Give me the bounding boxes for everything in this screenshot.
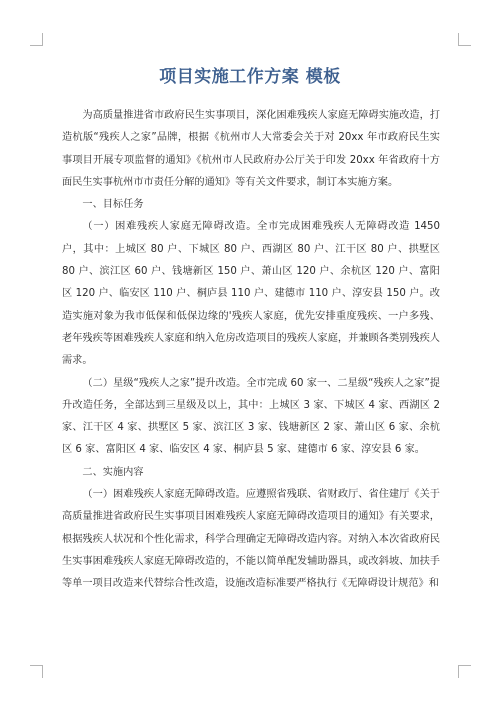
content-item-1-paragraph: （一）困难残疾人家庭无障碍改造。应遵照省残联、省财政厅、省住建厅《关于高质量推进省政府民生实事项目困难残疾人家庭无障碍改造项目的通知》有关要求，根据残疾人状况和个性化需求，科学合理确定无障碍改造内容。对纳入本次省政府民生实事困难残疾人家庭无障碍改造的，不能以简单配发辅助器具，或改斜坡、加扶手等单一项目改造来代替综合性改造，设施改造标准要严格执行《无障碍设计规范》和 [62,489,440,590]
crop-mark-bottom-left [30,665,43,678]
document-body [62,105,440,596]
document-title: 项目实施工作方案 模板 [159,67,341,87]
goals-item-1-paragraph: （一）困难残疾人家庭无障碍改造。全市完成困难残疾人无障碍改造 1450 户，其中：上城区 80 户、下城区 80 户、西湖区 80 户、江干区 80 户、拱墅区 80 户、滨江区 60 户、钱塘新区 150 户、萧山区 120 户、余杭区 120 户、富阳区 120 户、临安区 110 户、桐庐县 110 户、建德市 110 户、淳安县 150 户。改造实施对象为我市低保和低保边缘的'残疾人家庭，优先安排重度残疾、一户多残、老年残疾等困难残疾人家庭和纳入危房改造项目的残疾人家庭，并兼顾各类别残疾人需求。 [62,221,440,367]
intro-paragraph: 为高质量推进省市政府民生实事项目，深化困难残疾人家庭无障碍实施改造，打造杭版“残疾人之家”品牌，根据《杭州市人大常委会关于对 20xx 年市政府民生实事项目开展专项监督的通知》《杭州市人民政府办公厅关于印发 20xx 年省政府十方面民生实事杭州市市责任分解的通知》等有关文件要求，制订本实施方案。 [62,110,440,188]
section-heading-content: 二、实施内容 [82,466,144,478]
crop-mark-top-left [30,33,43,46]
section-heading-goals: 一、目标任务 [82,199,144,211]
goals-item-2-paragraph: （二）星级“残疾人之家”提升改造。全市完成 60 家一、二星级“残疾人之家”提升改造任务，全部达到三星级及以上，其中：上城区 3 家、下城区 4 家、西湖区 2 家、江干区 4 家、拱墅区 5 家、滨江区 3 家、钱塘新区 2 家、萧山区 6 家、余杭区 6 家、富阳区 4 家、临安区 4 家、桐庐县 5 家、建德市 6 家、淳安县 6 家。 [62,377,440,456]
crop-mark-top-right [458,33,471,46]
crop-mark-bottom-right [458,665,471,678]
